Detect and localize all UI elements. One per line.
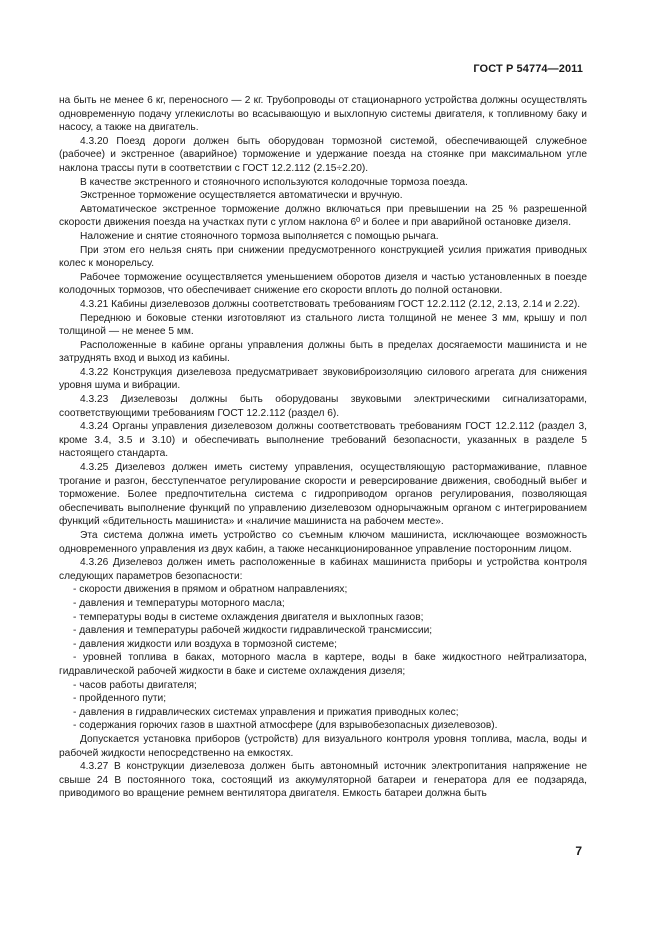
- paragraph-4-3-26: 4.3.26 Дизелевоз должен иметь расположенные в кабинах машиниста приборы и устройства контроля следующих параметров безопасности:: [59, 557, 587, 582]
- paragraph-auto-braking: [59, 203, 587, 230]
- page-number: 7: [575, 844, 582, 858]
- paragraph-release-condition: При этом его нельзя снять при снижении предусмотренного конструкцией усилия прижатия приводных колес к монорельсу.: [59, 244, 587, 270]
- paragraph-cabin-walls: Переднюю и боковые стенки изготовляют из стального листа толщиной не менее 3 мм, крышу и пол толщиной — не менее 5 мм.: [59, 312, 587, 338]
- paragraph-cabin-controls: Расположенные в кабине органы управления должны быть в пределах досягаемости машиниста и не затруднять вход и выход из кабины.: [59, 339, 587, 365]
- paragraph-4-3-20: 4.3.20 Поезд дороги должен быть оборудован тормозной системой, обеспечивающей служебное (рабочее) и экстренное (аварийное) торможение и удержание поезда на стоянке при максимальном угле наклона трассы пути в соответствии с ГОСТ 12.2.112 (2.15÷2.20).: [59, 135, 587, 174]
- paragraph-4-3-25: 4.3.25 Дизелевоз должен иметь систему управления, осуществляющую растормаживание, плавное трогание и разгон, бесступенчатое регулирование скорости и реверсирование движения, свободный выбег и торможение. Более предпочтительна система с гидроприводом органов регулирования, позволяющая обеспечивать выполнение функций по управлению дизелевозом однорычажным органом с интегрированием функций «бдительность машиниста» и «наличие машиниста на рабочем месте».: [59, 462, 587, 528]
- paragraph-4-3-24: 4.3.24 Органы управления дизелевозом должны соответствовать требованиям ГОСТ 12.2.112 (раздел 3, кроме 3.4, 3.5 и 3.10) и обеспечивать выполнение требований безопасности, указанных в разделе 5 настоящего стандарта.: [59, 421, 587, 460]
- document-body: [59, 94, 587, 801]
- paragraph-4-3-22: 4.3.22 Конструкция дизелевоза предусматривает звуковиброизоляцию силового агрегата для снижения уровня шума и вибрации.: [59, 366, 587, 392]
- list-item: - давления и температуры рабочей жидкости гидравлической трансмиссии;: [73, 625, 433, 637]
- auto-brake-text: Автоматическое экстренное торможение должно включаться при превышении на 25 % разрешенной скорости движения поезда на участках пути с углом наклона 6: [59, 203, 587, 229]
- paragraph-parking-lever: Наложение и снятие стояночного тормоза выполняется с помощью рычага.: [80, 230, 439, 242]
- paragraph-service-braking: Рабочее торможение осуществляется уменьшением оборотов дизеля и частью установленных в поезде колодочных тормозов, что обеспечивает снижение его скорости вплоть до полной остановки.: [59, 271, 587, 297]
- list-item: - часов работы двигателя;: [73, 679, 197, 691]
- list-item: - температуры воды в системе охлаждения двигателя и выхлопных газов;: [73, 611, 424, 623]
- list-item: - давления в гидравлических системах управления и прижатия приводных колес;: [73, 706, 459, 718]
- paragraph-continuation: на быть не менее 6 кг, переносного — 2 кг. Трубопроводы от стационарного устройства должны осуществлять одновременную подачу углекислоты во всасывающую и выхлопную системы двигателя, к топливному баку и насосу, а также на двигатель.: [59, 95, 587, 134]
- paragraph-4-3-21: 4.3.21 Кабины дизелевозов должны соответствовать требованиям ГОСТ 12.2.112 (2.12, 2.13, 2.14 и 2.22).: [80, 298, 581, 310]
- paragraph-control-key: Эта система должна иметь устройство со съемным ключом машиниста, исключающее возможность одновременного управления из двух кабин, а также несанкционированное управление посторонним лицом.: [59, 530, 587, 555]
- list-item: - давления жидкости или воздуха в тормозной системе;: [73, 638, 337, 650]
- degree-superscript: 0: [356, 217, 361, 225]
- paragraph-4-3-27: 4.3.27 В конструкции дизелевоза должен быть автономный источник электропитания напряжение не свыше 24 В постоянного тока, состоящий из аккумуляторной батареи и генератора для ее подзаряда, приводимого во вращение ремнем вентилятора двигателя. Емкость батареи должна быть: [59, 761, 587, 800]
- list-item: - пройденного пути;: [73, 693, 167, 705]
- list-item: - уровней топлива в баках, моторного масла в картере, воды в баке жидкостного нейтрализатора, гидравлической рабочей жидкости в баке и системе охлаждения дизеля;: [59, 652, 587, 677]
- paragraph-visual-control: Допускается установка приборов (устройств) для визуального контроля уровня топлива, масла, воды и рабочей жидкости непосредственно на емкостях.: [59, 733, 587, 759]
- list-item: - содержания горючих газов в шахтной атмосфере (для взрывобезопасных дизелевозов).: [73, 720, 498, 732]
- list-item: - скорости движения в прямом и обратном направлениях;: [73, 584, 348, 596]
- paragraph-4-3-23: 4.3.23 Дизелевозы должны быть оборудованы звуковыми электрическими сигнализаторами, соответствующими требованиям ГОСТ 12.2.112 (раздел 6).: [59, 394, 587, 419]
- document-code-header: ГОСТ Р 54774—2011: [473, 63, 583, 75]
- paragraph-emergency-parking: В качестве экстренного и стояночного используются колодочные тормоза поезда.: [80, 176, 468, 188]
- list-item: - давления и температуры моторного масла;: [73, 597, 285, 609]
- auto-brake-text-end: и более и при аварийной остановке дизеля.: [360, 217, 572, 229]
- paragraph-emergency-braking: Экстренное торможение осуществляется автоматически и вручную.: [80, 190, 403, 202]
